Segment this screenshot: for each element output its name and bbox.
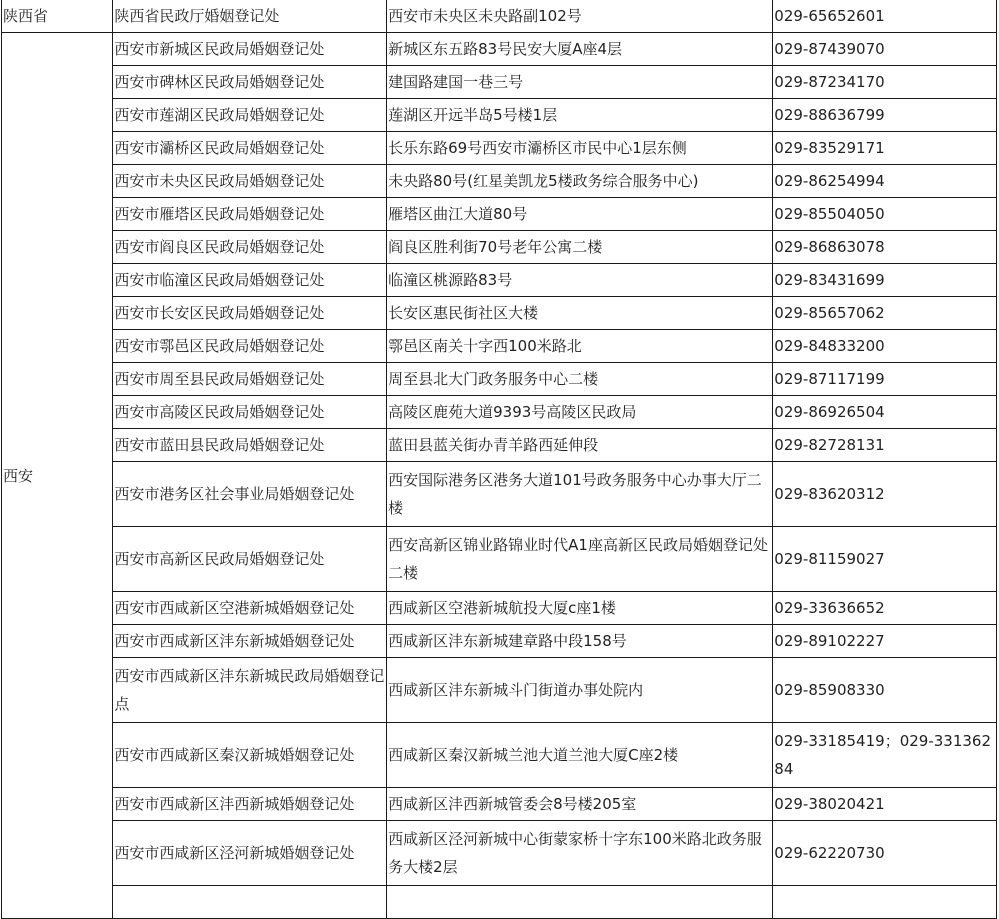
office-name-cell: 西安市新城区民政局婚姻登记处	[113, 33, 387, 66]
address-cell	[387, 886, 773, 919]
address-cell: 西安市未央区未央路副102号	[387, 0, 773, 33]
address-cell: 西安高新区锦业路锦业时代A1座高新区民政局婚姻登记处二楼	[387, 527, 773, 592]
office-name-cell: 西安市西咸新区沣东新城民政局婚姻登记点	[113, 658, 387, 723]
phone-cell: 029-86254994	[773, 165, 997, 198]
address-cell: 西咸新区沣东新城斗门街道办事处院内	[387, 658, 773, 723]
office-name-cell: 西安市西咸新区秦汉新城婚姻登记处	[113, 723, 387, 788]
office-name-cell: 西安市西咸新区沣东新城婚姻登记处	[113, 625, 387, 658]
address-cell: 建国路建国一巷三号	[387, 66, 773, 99]
office-name-cell: 西安市蓝田县民政局婚姻登记处	[113, 429, 387, 462]
phone-cell: 029-62220730	[773, 821, 997, 886]
table-row	[2, 462, 997, 527]
address-cell: 长安区惠民街社区大楼	[387, 297, 773, 330]
phone-cell: 029-81159027	[773, 527, 997, 592]
table-row	[2, 99, 997, 132]
address-cell: 西咸新区沣西新城管委会8号楼205室	[387, 788, 773, 821]
table-row	[2, 231, 997, 264]
table-row	[2, 527, 997, 592]
address-cell: 西咸新区空港新城航投大厦c座1楼	[387, 592, 773, 625]
office-name-cell: 西安市临潼区民政局婚姻登记处	[113, 264, 387, 297]
table-row	[2, 886, 997, 919]
phone-cell: 029-88636799	[773, 99, 997, 132]
table-row	[2, 429, 997, 462]
phone-cell: 029-85657062	[773, 297, 997, 330]
office-name-cell: 西安市碑林区民政局婚姻登记处	[113, 66, 387, 99]
address-cell: 西安国际港务区港务大道101号政务服务中心办事大厅二楼	[387, 462, 773, 527]
marriage-registry-table	[1, 0, 997, 919]
table-row	[2, 330, 997, 363]
address-cell: 长乐东路69号西安市灞桥区市民中心1层东侧	[387, 132, 773, 165]
office-name-cell: 西安市莲湖区民政局婚姻登记处	[113, 99, 387, 132]
address-cell: 高陵区鹿苑大道9393号高陵区民政局	[387, 396, 773, 429]
phone-cell: 029-87234170	[773, 66, 997, 99]
phone-cell: 029-38020421	[773, 788, 997, 821]
address-cell: 未央路80号(红星美凯龙5楼政务综合服务中心)	[387, 165, 773, 198]
table-row	[2, 264, 997, 297]
table-row	[2, 625, 997, 658]
address-cell: 西咸新区秦汉新城兰池大道兰池大厦C座2楼	[387, 723, 773, 788]
office-name-cell: 西安市鄠邑区民政局婚姻登记处	[113, 330, 387, 363]
phone-cell: 029-83620312	[773, 462, 997, 527]
phone-cell: 029-87117199	[773, 363, 997, 396]
address-cell: 莲湖区开远半岛5号楼1层	[387, 99, 773, 132]
address-cell: 雁塔区曲江大道80号	[387, 198, 773, 231]
office-name-cell: 陕西省民政厅婚姻登记处	[113, 0, 387, 33]
phone-cell: 029-65652601	[773, 0, 997, 33]
table-row	[2, 66, 997, 99]
phone-cell: 029-82728131	[773, 429, 997, 462]
table-row	[2, 0, 997, 33]
phone-cell: 029-85908330	[773, 658, 997, 723]
phone-cell: 029-87439070	[773, 33, 997, 66]
office-name-cell: 西安市周至县民政局婚姻登记处	[113, 363, 387, 396]
city-cell: 西安	[2, 33, 113, 919]
office-name-cell: 西安市西咸新区空港新城婚姻登记处	[113, 592, 387, 625]
office-name-cell: 西安市高新区民政局婚姻登记处	[113, 527, 387, 592]
phone-cell	[773, 886, 997, 919]
office-name-cell	[113, 886, 387, 919]
table-row	[2, 788, 997, 821]
table-row	[2, 396, 997, 429]
phone-cell: 029-83431699	[773, 264, 997, 297]
address-cell: 蓝田县蓝关街办青羊路西延伸段	[387, 429, 773, 462]
phone-cell: 029-86926504	[773, 396, 997, 429]
office-name-cell: 西安市未央区民政局婚姻登记处	[113, 165, 387, 198]
phone-cell: 029-84833200	[773, 330, 997, 363]
address-cell: 鄠邑区南关十字西100米路北	[387, 330, 773, 363]
address-cell: 西咸新区沣东新城建章路中段158号	[387, 625, 773, 658]
table-row	[2, 363, 997, 396]
address-cell: 阎良区胜利街70号老年公寓二楼	[387, 231, 773, 264]
table-row	[2, 297, 997, 330]
table-row	[2, 723, 997, 788]
phone-cell: 029-85504050	[773, 198, 997, 231]
address-cell: 临潼区桃源路83号	[387, 264, 773, 297]
table-row	[2, 658, 997, 723]
table-row	[2, 33, 997, 66]
address-cell: 西咸新区泾河新城中心街蒙家桥十字东100米路北政务服务大楼2层	[387, 821, 773, 886]
phone-cell: 029-86863078	[773, 231, 997, 264]
office-name-cell: 西安市阎良区民政局婚姻登记处	[113, 231, 387, 264]
office-name-cell: 西安市西咸新区沣西新城婚姻登记处	[113, 788, 387, 821]
phone-cell: 029-89102227	[773, 625, 997, 658]
address-cell: 新城区东五路83号民安大厦A座4层	[387, 33, 773, 66]
table-row	[2, 165, 997, 198]
phone-cell: 029-83529171	[773, 132, 997, 165]
office-name-cell: 西安市高陵区民政局婚姻登记处	[113, 396, 387, 429]
province-cell: 陕西省	[2, 0, 113, 33]
table-row	[2, 821, 997, 886]
registry-table-container	[1, 0, 997, 919]
office-name-cell: 西安市雁塔区民政局婚姻登记处	[113, 198, 387, 231]
address-cell: 周至县北大门政务服务中心二楼	[387, 363, 773, 396]
office-name-cell: 西安市长安区民政局婚姻登记处	[113, 297, 387, 330]
phone-cell: 029-33185419；029-33136284	[773, 723, 997, 788]
office-name-cell: 西安市西咸新区泾河新城婚姻登记处	[113, 821, 387, 886]
phone-cell: 029-33636652	[773, 592, 997, 625]
table-row	[2, 132, 997, 165]
table-row	[2, 592, 997, 625]
table-row	[2, 198, 997, 231]
office-name-cell: 西安市港务区社会事业局婚姻登记处	[113, 462, 387, 527]
office-name-cell: 西安市灞桥区民政局婚姻登记处	[113, 132, 387, 165]
